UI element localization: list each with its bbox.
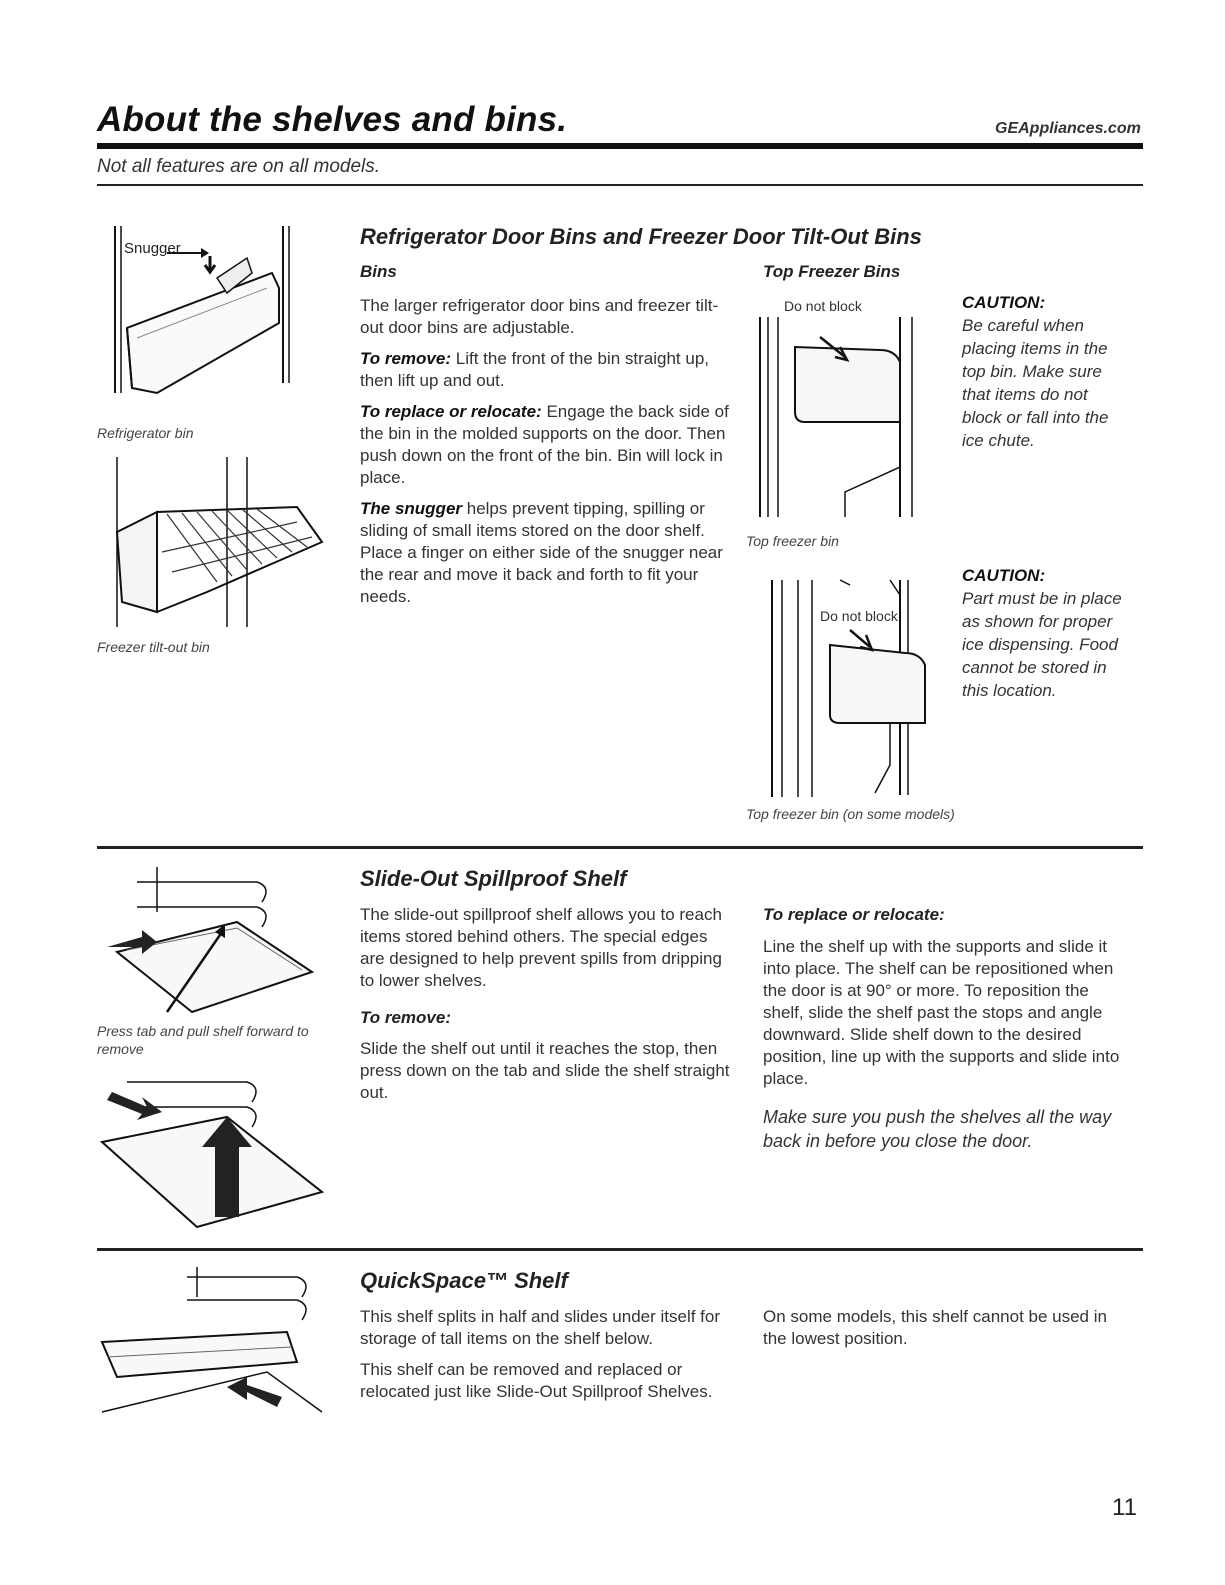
slide-out-shelf-illustration-2: [97, 1062, 337, 1232]
section1-heading: Refrigerator Door Bins and Freezer Door Tilt-Out Bins: [360, 224, 922, 249]
section3-heading: QuickSpace™ Shelf: [360, 1268, 568, 1293]
caption-top-freezer-bin: Top freezer bin: [746, 533, 839, 549]
do-not-block-label-2: Do not block: [820, 608, 898, 624]
page-title: About the shelves and bins.: [97, 100, 568, 139]
section3-p1: This shelf splits in half and slides under itself for storage of tall items on the shelf below.: [360, 1307, 721, 1348]
section2-remove-heading: To remove:: [360, 1008, 452, 1027]
caption-press-tab: Press tab and pull shelf forward to remove: [97, 1023, 309, 1057]
bins-intro: The larger refrigerator door bins and freezer tilt-out door bins are adjustable.: [360, 296, 719, 337]
page-number: 11: [1112, 1494, 1137, 1521]
snugger-lead: The snugger: [360, 499, 463, 518]
top-freezer-bin-illustration: [750, 292, 950, 522]
freezer-tilt-out-bin-illustration: [97, 452, 337, 632]
remove-label: To remove:: [360, 349, 452, 368]
section2-intro: The slide-out spillproof shelf allows you to reach items stored behind others. The special edges are designed to help prevent spills from dripping to lower shelves.: [360, 905, 722, 990]
section2-replace-text: Line the shelf up with the supports and slide it into place. The shelf can be repositioned when the door is at 90° or more. To reposition the shelf, slide the shelf past the stops and angle downward. Slide shelf down to the desired position, line up with the supports and slide into place.: [763, 937, 1120, 1088]
section3-p3: On some models, this shelf cannot be used in the lowest position.: [763, 1307, 1107, 1348]
caption-refrigerator-bin: Refrigerator bin: [97, 425, 194, 441]
caption-freezer-bin: Freezer tilt-out bin: [97, 639, 210, 655]
bins-replace-paragraph: [360, 401, 740, 489]
caution1-title: CAUTION:: [962, 293, 1046, 312]
snugger-paragraph: [360, 498, 740, 608]
slide-out-shelf-illustration-1: [97, 862, 337, 1022]
caution1-text: Be careful when placing items in the top bin. Make sure that items do not block or fall into the ice chute.: [962, 316, 1109, 450]
do-not-block-label-1: Do not block: [784, 298, 862, 314]
bins-heading: Bins: [360, 262, 397, 281]
bins-remove-paragraph: [360, 348, 740, 392]
section3-rule: [97, 1248, 1143, 1251]
replace-text: Engage the back side of the bin in the molded supports on the door. Then push down on the front of the bin. Bin will lock in place.: [360, 402, 729, 487]
section2-replace-heading: To replace or relocate:: [763, 905, 945, 924]
remove-text: Lift the front of the bin straight up, then lift up and out.: [360, 349, 710, 390]
section3-p2: This shelf can be removed and replaced or relocated just like Slide-Out Spillproof Shelves.: [360, 1360, 713, 1401]
snugger-label: Snugger: [124, 240, 181, 257]
section2-rule: [97, 846, 1143, 849]
section2-heading: Slide-Out Spillproof Shelf: [360, 866, 627, 891]
quickspace-shelf-illustration: [97, 1262, 337, 1432]
snugger-text: helps prevent tipping, spilling or sliding of small items stored on the door shelf. Place a finger on either side of the snugger near the rear and move it back and forth to fit your needs.: [360, 499, 723, 606]
replace-label: To replace or relocate:: [360, 402, 542, 421]
header-rule: [97, 143, 1143, 149]
caution2-text: Part must be in place as shown for proper ice dispensing. Food cannot be stored in this location.: [962, 589, 1122, 700]
section2-note: Make sure you push the shelves all the way back in before you close the door.: [763, 1107, 1112, 1151]
subtitle-rule: [97, 184, 1143, 186]
section2-remove-text: Slide the shelf out until it reaches the stop, then press down on the tab and slide the shelf straight out.: [360, 1039, 730, 1102]
caption-top-freezer-bin-models: Top freezer bin (on some models): [746, 806, 955, 822]
caution2-title: CAUTION:: [962, 566, 1046, 585]
top-freezer-bin-models-illustration: [750, 565, 950, 800]
site-name: GEAppliances.com: [995, 120, 1141, 137]
page-subtitle: Not all features are on all models.: [97, 156, 381, 177]
section1-body: [360, 295, 740, 617]
section3-body: [360, 1306, 740, 1412]
top-freezer-heading: Top Freezer Bins: [763, 262, 901, 281]
